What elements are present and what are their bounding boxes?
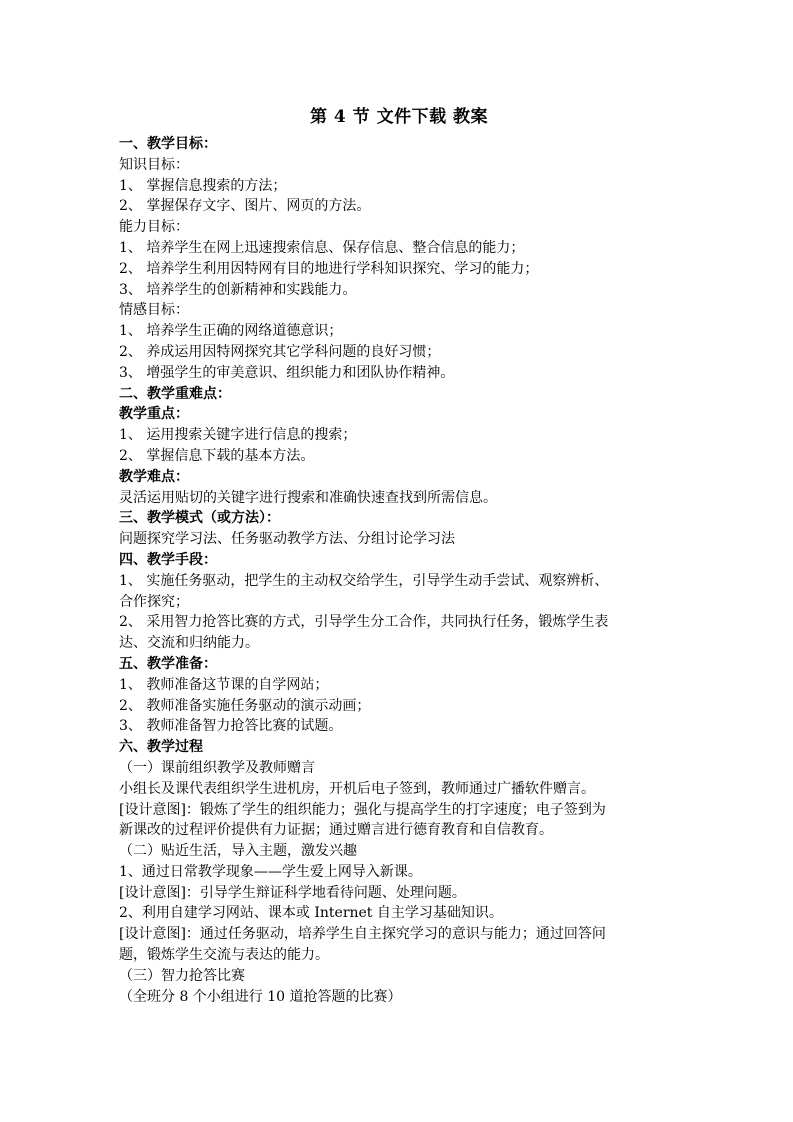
section-heading: 教学难点：: [119, 468, 189, 485]
text-line: 3、 培养学生的创新精神和实践能力。: [119, 281, 357, 298]
text-line: 1、 教师准备这节课的自学网站；: [119, 676, 329, 693]
text-line: （二）贴近生活，导入主题，激发兴趣: [119, 843, 357, 860]
text-line: [设计意图]：引导学生辩证科学地看待问题、处理问题。: [119, 884, 466, 901]
text-line: （三）智力抢答比赛: [119, 967, 245, 984]
text-line: 1、 培养学生正确的网络道德意识；: [119, 323, 343, 340]
text-line: 题，锻炼学生交流与表达的能力。: [119, 947, 329, 964]
text-line: 2、 养成运用因特网探究其它学科问题的良好习惯；: [119, 343, 441, 360]
text-line: 小组长及课代表组织学生进机房，开机后电子签到，教师通过广播软件赠言。: [119, 780, 595, 797]
section-heading: 教学重点：: [119, 406, 189, 423]
text-line: （全班分 8 个小组进行 10 道抢答题的比赛）: [119, 988, 402, 1005]
text-line: 知识目标：: [119, 156, 189, 173]
section-heading: 六、教学过程: [119, 739, 203, 756]
text-line: 1、 培养学生在网上迅速搜索信息、保存信息、整合信息的能力；: [119, 239, 525, 256]
text-line: [设计意图]：通过任务驱动，培养学生自主探究学习的意识与能力；通过回答问: [119, 926, 606, 943]
text-line: 情感目标：: [119, 302, 189, 319]
text-line: 1、 运用搜索关键字进行信息的搜索；: [119, 427, 357, 444]
section-heading: 四、教学手段：: [119, 551, 217, 568]
section-heading: 三、教学模式（或方法）：: [119, 510, 280, 527]
text-line: 达、交流和归纳能力。: [119, 635, 259, 652]
section-heading: 二、教学重难点：: [119, 385, 231, 402]
text-line: 2、 掌握保存文字、图片、网页的方法。: [119, 198, 371, 215]
section-heading: 五、教学准备：: [119, 655, 217, 672]
text-line: 1、 实施任务驱动，把学生的主动权交给学生，引导学生动手尝试、观察辨析、: [119, 572, 609, 589]
text-line: （一）课前组织教学及教师赠言: [119, 759, 315, 776]
text-line: 2、 培养学生利用因特网有目的地进行学科知识探究、学习的能力；: [119, 260, 539, 277]
text-line: 2、利用自建学习网站、课本或 Internet 自主学习基础知识。: [119, 905, 503, 922]
text-line: 2、 采用智力抢答比赛的方式，引导学生分工合作，共同执行任务，锻炼学生表: [119, 614, 609, 631]
text-line: 3、 教师准备智力抢答比赛的试题。: [119, 718, 343, 735]
text-line: 新课改的过程评价提供有力证据；通过赠言进行德育教育和自信教育。: [119, 822, 553, 839]
text-line: 能力目标：: [119, 219, 189, 236]
text-line: 3、 增强学生的审美意识、组织能力和团队协作精神。: [119, 364, 455, 381]
text-line: 1、 掌握信息搜索的方法；: [119, 177, 287, 194]
text-line: 1、通过日常教学现象——学生爱上网导入新课。: [119, 863, 422, 880]
document-body: [119, 134, 679, 1007]
text-line: 2、 教师准备实施任务驱动的演示动画；: [119, 697, 371, 714]
document-page: [119, 104, 679, 1007]
section-heading: 一、教学目标：: [119, 136, 217, 152]
text-line: 合作探究；: [119, 593, 189, 610]
text-line: 问题探究学习法、任务驱动教学方法、分组讨论学习法: [119, 531, 455, 548]
text-line: 灵活运用贴切的关键字进行搜索和准确快速查找到所需信息。: [119, 489, 497, 506]
text-line: 2、 掌握信息下载的基本方法。: [119, 447, 315, 464]
text-line: [设计意图]：锻炼了学生的组织能力；强化与提高学生的打字速度；电子签到为: [119, 801, 606, 818]
document-title: 第 4 节 文件下载 教案: [309, 107, 488, 127]
